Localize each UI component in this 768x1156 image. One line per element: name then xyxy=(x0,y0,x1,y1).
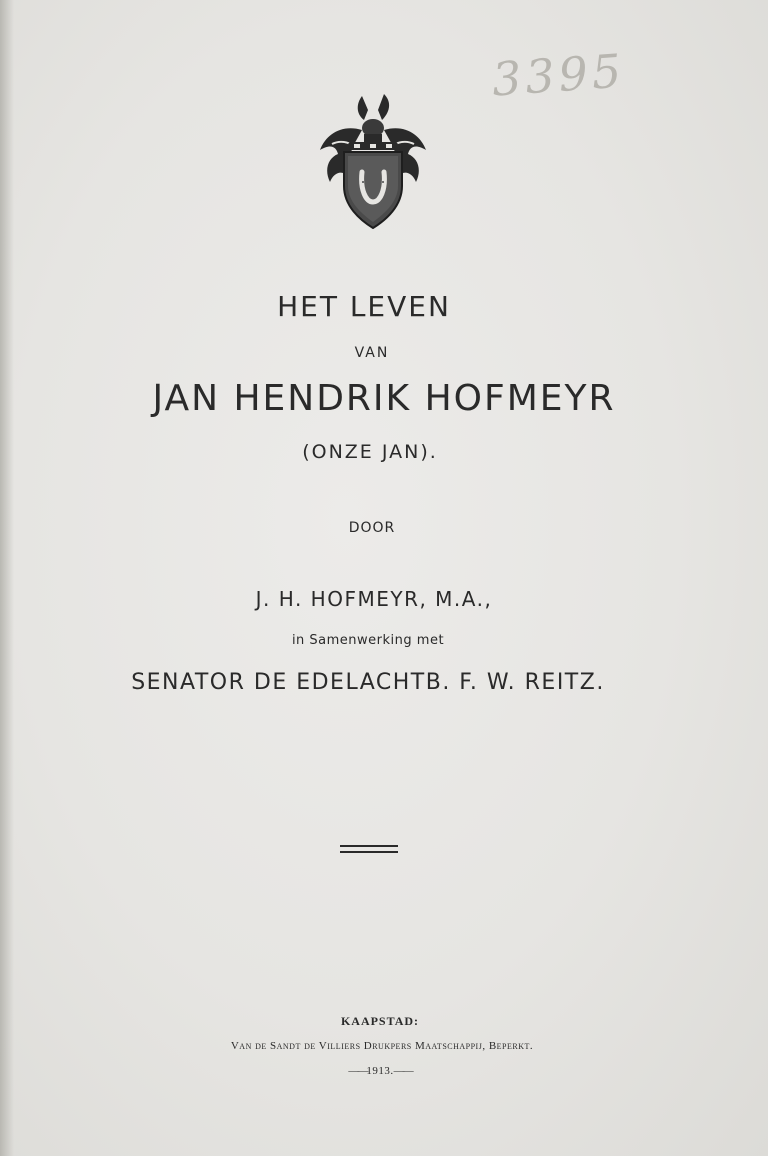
pencil-number: 3395 xyxy=(490,43,627,107)
imprint-year: 1913. xyxy=(366,1065,394,1077)
year-dash-right: —— xyxy=(393,1065,412,1077)
title-name: JAN HENDRIK HOFMEYR xyxy=(152,378,616,419)
byline-door: DOOR xyxy=(348,520,396,536)
imprint-printer: Van de Sandt de Villiers Drukpers Maatschappij, Beperkt. xyxy=(230,1040,534,1052)
coauthor-name: SENATOR DE EDELACHTB. F. W. REITZ. xyxy=(131,670,605,695)
imprint-year-line xyxy=(0,1065,764,1077)
imprint-city: KAAPSTAD: xyxy=(340,1014,420,1028)
title-nickname: (ONZE JAN). xyxy=(302,441,438,463)
year-dash-left: —— xyxy=(348,1065,367,1077)
double-rule-divider xyxy=(340,845,398,855)
title-van: VAN xyxy=(354,345,390,361)
coat-of-arms-icon xyxy=(312,88,434,232)
title-line-1: HET LEVEN xyxy=(277,290,451,323)
collaboration-note: in Samenwerking met xyxy=(291,633,445,648)
author-name: J. H. HOFMEYR, M.A., xyxy=(255,587,493,611)
